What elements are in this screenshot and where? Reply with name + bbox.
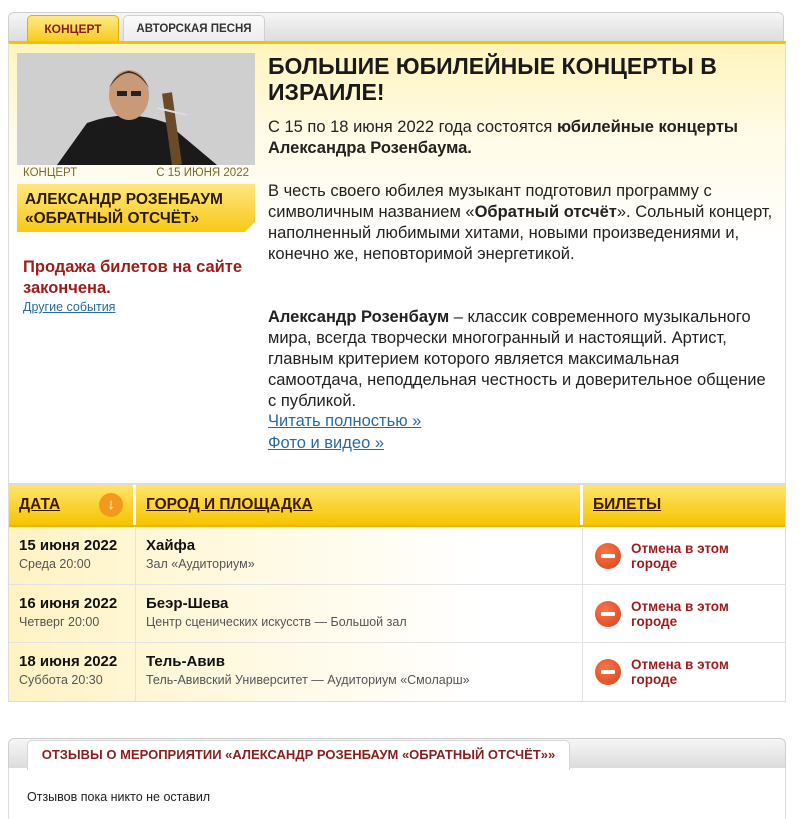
event-meta [17,167,255,179]
category-tabs [8,12,784,42]
row-venue: Зал «Аудиториум» [146,557,255,571]
article-intro [268,117,778,159]
p3-bold: Александр Розенбаум [268,308,450,326]
row-venue-cell [136,527,583,584]
p2-text-a: В честь своего юбилея музыкант подготовил программу с символичным названием « [268,182,712,221]
row-date: 16 июня 2022 [19,595,118,612]
row-date: 15 июня 2022 [19,537,118,554]
row-status: Отмена в этом городе [631,657,729,687]
row-date: 18 июня 2022 [19,653,118,670]
table-row[interactable] [9,585,785,643]
header-tickets[interactable]: БИЛЕТЫ [593,496,662,513]
table-row[interactable] [9,527,785,585]
header-date[interactable] [9,485,136,525]
p2-text-b: ». Сольный концерт, наполненный любимыми хитами, новыми произведениями и, конечно же, неповторимой энергетикой. [268,203,773,263]
reviews-tab[interactable]: ОТЗЫВЫ О МЕРОПРИЯТИИ «АЛЕКСАНДР РОЗЕНБАУМ «ОБРАТНЫЙ ОТСЧЁТ»» [27,740,570,770]
header-date-label: ДАТА [19,496,61,513]
p3-text: – классик современного музыкального мира, всегда творчески многогранный и настоящий. Артист, главным критерием которого является максимальная самоотдача, неподдельная честность и доверительное общение с публикой. [268,308,766,410]
sale-ended-notice: Продажа билетов на сайте закончена. [23,258,243,297]
reviews-panel [8,768,786,819]
arrow-down-icon[interactable]: ↓ [99,493,123,517]
schedule-table [8,484,786,702]
row-ticket-cell [583,585,785,642]
row-venue-cell [136,585,583,642]
table-header [9,485,785,527]
row-date-cell [9,527,136,584]
cancel-icon [595,659,621,685]
photo-video-link[interactable]: Фото и видео » [268,434,385,452]
row-status: Отмена в этом городе [631,598,729,629]
tab-author-song[interactable]: АВТОРСКАЯ ПЕСНЯ [123,15,265,43]
article-paragraph-3 [268,307,778,412]
event-date-label: С 15 ИЮНЯ 2022 [156,167,249,179]
event-title-box[interactable] [17,184,255,232]
row-date-cell [9,643,136,701]
row-city: Хайфа [146,537,196,554]
event-title: АЛЕКСАНДР РОЗЕНБАУМ «ОБРАТНЫЙ ОТСЧЁТ» [25,191,223,227]
row-ticket-cell [583,527,785,584]
event-category: КОНЦЕРТ [23,167,78,179]
reviews-empty-text: Отзывов пока никто не оставил [27,790,211,804]
row-city: Тель-Авив [146,653,225,670]
intro-text: С 15 по 18 июня 2022 года состоятся [268,118,557,136]
article-headline: БОЛЬШИЕ ЮБИЛЕЙНЫЕ КОНЦЕРТЫ В ИЗРАИЛЕ! [268,53,717,105]
table-row[interactable] [9,643,785,701]
row-venue-cell [136,643,583,701]
read-more-link[interactable]: Читать полностью » [268,412,422,430]
cancel-icon [595,601,621,627]
other-events-link[interactable]: Другие события [23,300,116,314]
event-panel [8,41,786,484]
row-venue: Тель-Авивский Университет — Аудиториум «Смоларш» [146,673,470,687]
row-status: Отмена в этом городе [631,540,729,571]
tab-concert[interactable]: КОНЦЕРТ [27,15,119,43]
row-date-cell [9,585,136,642]
artist-photo[interactable] [17,53,255,165]
intro-bold: юбилейные концерты Александра Розенбаума. [268,118,738,157]
reviews-tabbar [8,738,786,768]
p2-bold: Обратный отсчёт [474,203,617,221]
header-city-venue[interactable]: ГОРОД И ПЛОЩАДКА [136,485,583,525]
article-paragraph-2 [268,181,778,265]
cancel-icon [595,543,621,569]
row-ticket-cell [583,643,785,701]
row-time: Суббота 20:30 [19,673,103,687]
row-city: Беэр-Шева [146,595,229,612]
row-time: Четверг 20:00 [19,615,100,629]
row-time: Среда 20:00 [19,557,91,571]
row-venue: Центр сценических искусств — Большой зал [146,615,407,629]
